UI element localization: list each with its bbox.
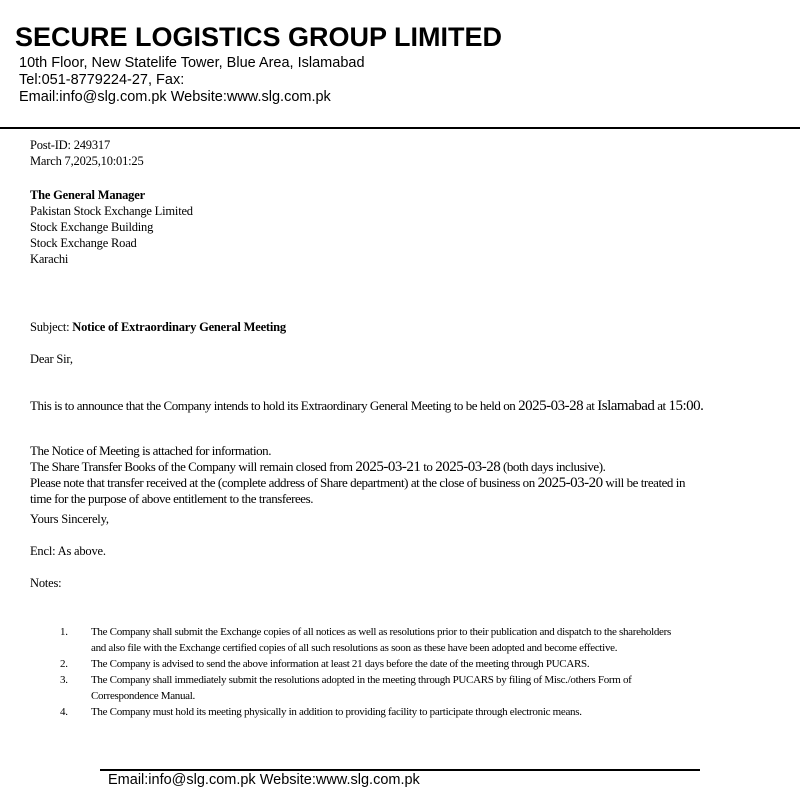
recipient-line: Karachi	[30, 252, 69, 266]
meeting-venue: Islamabad	[597, 398, 655, 414]
note-text: The Company is advised to send the above information at least 21 days before the date of the meeting through PUCARS.	[91, 658, 590, 670]
post-datetime: March 7,2025,10:01:25	[30, 154, 144, 168]
recipient-title: The General Manager	[30, 188, 145, 202]
note-number: 1.	[60, 626, 68, 638]
note-text: The Company shall immediately submit the resolutions adopted in the meeting through PUCARS by filing of Misc./others Form of	[91, 674, 632, 686]
note-number: 3.	[60, 674, 68, 686]
subject-label: Subject:	[30, 320, 73, 334]
body-line	[30, 398, 703, 415]
text: (both days inclusive).	[500, 459, 606, 474]
footer-contact: Email:info@slg.com.pk Website:www.slg.com.pk	[108, 772, 420, 788]
recipient-line: Pakistan Stock Exchange Limited	[30, 204, 193, 218]
body-line: time for the purpose of above entitlement to the transferees.	[30, 491, 313, 506]
salutation: Dear Sir,	[30, 352, 73, 366]
closing: Yours Sincerely,	[30, 512, 109, 526]
note-text: The Company shall submit the Exchange copies of all notices as well as resolutions prior to their publication and dispatch to the shareholders	[91, 626, 671, 638]
header-divider	[0, 127, 800, 129]
text: to	[420, 459, 436, 474]
body-line: The Notice of Meeting is attached for information.	[30, 443, 272, 458]
record-date: 2025-03-20	[537, 475, 603, 491]
company-phone: Tel:051-8779224-27, Fax:	[19, 72, 185, 88]
body-line	[30, 459, 605, 476]
recipient-line: Stock Exchange Road	[30, 236, 137, 250]
text: This is to announce that the Company intends to hold its Extraordinary General Meeting to be held on	[30, 398, 519, 413]
company-address: 10th Floor, New Statelife Tower, Blue Area, Islamabad	[19, 55, 365, 71]
note-text: The Company must hold its meeting physically in addition to providing facility to participate through electronic means.	[91, 706, 582, 718]
notes-label: Notes:	[30, 576, 62, 590]
text: at	[654, 398, 669, 413]
text: The Share Transfer Books of the Company will remain closed from	[30, 459, 356, 474]
meeting-date: 2025-03-28	[518, 398, 584, 414]
note-number: 4.	[60, 706, 68, 718]
post-id: Post-ID: 249317	[30, 138, 110, 152]
subject	[30, 320, 286, 335]
text: Please note that transfer received at the (complete address of Share department) at the close of business on	[30, 475, 538, 490]
note-number: 2.	[60, 658, 68, 670]
close-to-date: 2025-03-28	[435, 459, 501, 475]
text: will be treated in	[602, 475, 685, 490]
text: at	[583, 398, 598, 413]
note-text: Correspondence Manual.	[91, 690, 195, 702]
company-contact: Email:info@slg.com.pk Website:www.slg.com.pk	[19, 89, 331, 105]
footer-divider	[100, 769, 700, 771]
recipient-line: Stock Exchange Building	[30, 220, 154, 234]
note-text: and also file with the Exchange certified copies of all such resolutions as soon as these have been adopted and become effective.	[91, 642, 618, 654]
enclosure: Encl: As above.	[30, 544, 106, 558]
body-line	[30, 475, 685, 492]
meeting-time: 15:00.	[668, 398, 704, 414]
company-name: SECURE LOGISTICS GROUP LIMITED	[15, 22, 503, 52]
subject-text: Notice of Extraordinary General Meeting	[72, 320, 286, 334]
close-from-date: 2025-03-21	[355, 459, 421, 475]
